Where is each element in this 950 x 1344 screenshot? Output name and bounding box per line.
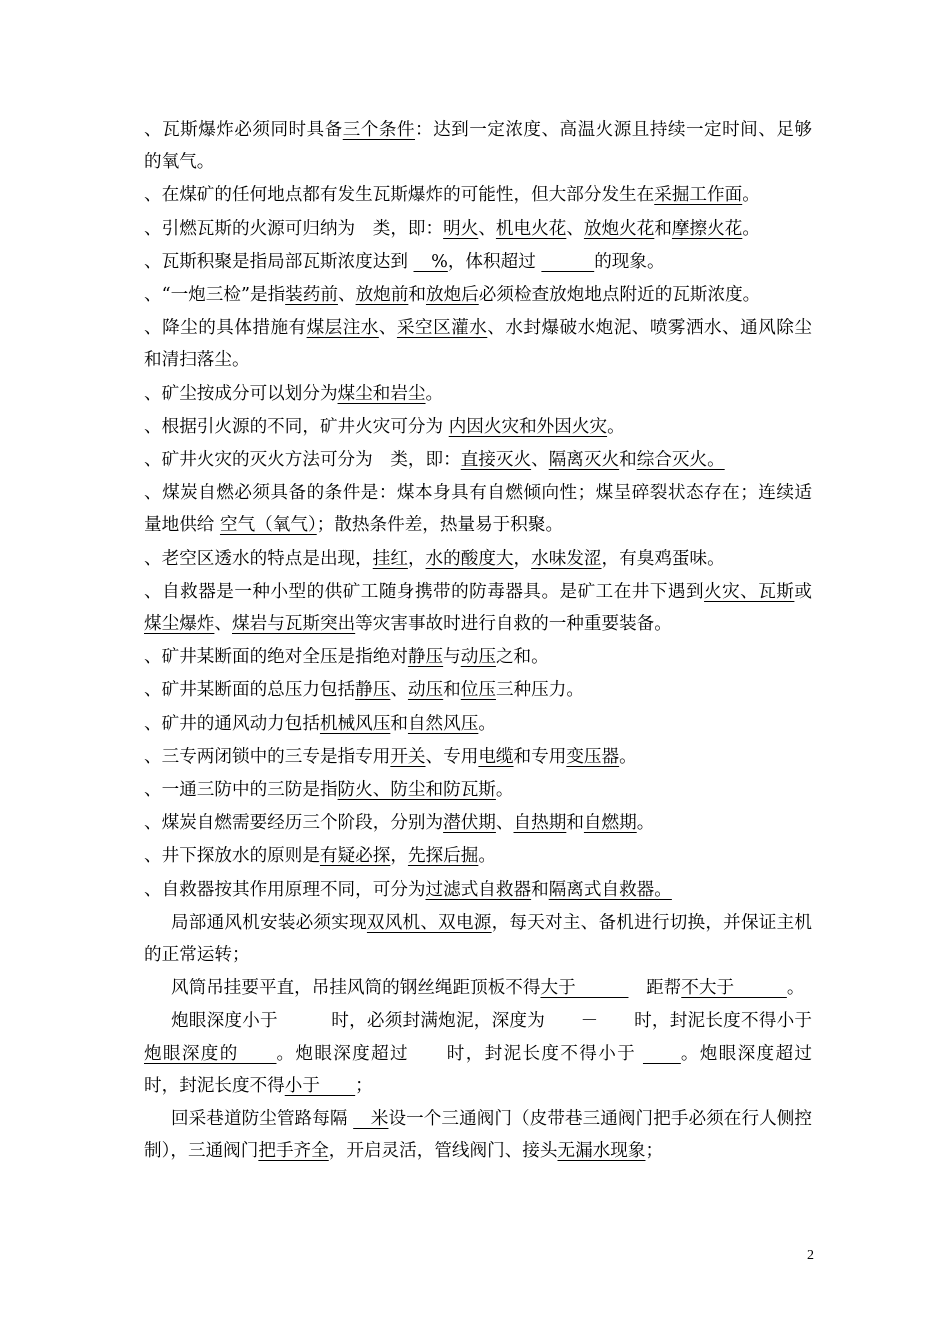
answer-blank: 变压器: [566, 746, 620, 767]
document-body: [144, 114, 865, 1169]
question-text: ；: [645, 1141, 664, 1162]
question-paragraph: [144, 378, 812, 410]
answer-blank: 动压: [407, 680, 444, 701]
question-text: 。: [478, 713, 496, 734]
answer-blank: 放炮火花: [583, 218, 655, 239]
question-text: 、矿井火灾的灭火方法可分为 类，即：: [144, 450, 461, 471]
question-text: 。: [742, 185, 760, 206]
answer-blank: 隔离灭火: [548, 450, 620, 471]
answer-blank: 内因火灾和外因火灾: [448, 416, 608, 437]
answer-blank: 水味发涩: [531, 548, 602, 569]
question-text: 、瓦斯爆炸必须同时具备: [144, 120, 343, 140]
answer-blank: 挂红: [372, 548, 408, 569]
question-text: ，: [407, 548, 426, 569]
question-text: 、自救器按其作用原理不同，可分为: [144, 879, 426, 900]
answer-blank: 装药前: [285, 285, 338, 306]
question-text: 、: [531, 450, 549, 471]
question-text: 、“一炮三检”是指: [144, 285, 286, 306]
question-text: 。: [636, 813, 655, 834]
question-text: ，: [513, 548, 532, 569]
question-text: 、: [478, 218, 496, 239]
answer-blank: 空气（氧气）: [219, 515, 317, 536]
question-paragraph: [144, 213, 812, 245]
question-text: ，开启灵活，管线阀门、接头: [328, 1141, 558, 1162]
answer-blank: 采掘工作面: [654, 185, 743, 206]
question-text: 、: [214, 614, 232, 635]
answer-blank: 小于: [284, 1075, 356, 1096]
answer-blank: 采空区灌水: [396, 318, 488, 339]
answer-blank: 大于: [540, 978, 629, 999]
answer-blank: 综合灭火。: [636, 450, 725, 471]
answer-blank: 放炮前: [355, 285, 409, 306]
question-text: ，体积超过: [447, 251, 542, 272]
question-text: 。: [495, 780, 514, 801]
answer-blank: 火灾、瓦斯: [704, 581, 795, 602]
answer-blank: 明火: [443, 218, 479, 239]
question-text: 、煤炭自燃必须具备的条件是：煤本身具有自燃倾向性；煤呈碎裂状态存在；连续适量地供给: [144, 483, 812, 536]
question-paragraph: [144, 246, 812, 278]
question-text: 。炮眼深度超过 时，封泥长度不得: [144, 1043, 865, 1096]
answer-blank: 有疑必探: [319, 846, 391, 867]
question-text: 、井下探放水的原则是: [144, 846, 320, 867]
question-text: 、矿尘按成分可以划分为: [144, 383, 338, 404]
question-text: 。: [786, 978, 805, 999]
question-paragraph: [144, 477, 812, 541]
question-text: 和: [531, 879, 549, 900]
question-text: 、瓦斯积聚是指局部瓦斯浓度达到: [144, 251, 414, 272]
answer-blank: 水的酸度大: [425, 548, 514, 569]
answer-blank: 静压: [355, 680, 391, 701]
answer-blank: 三个条件: [342, 120, 415, 140]
question-text: 。: [742, 218, 760, 239]
answer-blank: 位压: [460, 680, 496, 701]
question-text: 。炮眼深度超过 时，封泥长度不得小于: [276, 1043, 643, 1064]
answer-blank: 煤尘爆炸: [144, 614, 215, 635]
question-text: 、专用: [425, 746, 479, 767]
question-text: 。: [607, 416, 625, 437]
question-paragraph: [144, 444, 812, 476]
question-text: 、根据引火源的不同，矿井火灾可分为: [144, 416, 449, 437]
answer-blank: 自热期: [513, 813, 567, 834]
question-paragraph: [144, 1103, 812, 1167]
question-paragraph: [144, 576, 812, 640]
question-text: 三种压力。: [495, 680, 584, 701]
answer-blank: 把手齐全: [258, 1141, 329, 1162]
question-text: 风筒吊挂要平直，吊挂风筒的钢丝绳距顶板不得: [171, 978, 541, 999]
question-paragraph: [144, 641, 812, 673]
question-paragraph: [144, 874, 812, 906]
question-text: 。: [619, 746, 637, 767]
question-paragraph: [144, 807, 812, 839]
question-text: 、水封爆破水炮泥、喷雾洒水、通风除尘和清扫落尘。: [144, 318, 812, 371]
question-paragraph: [144, 1005, 865, 1102]
question-text: 和: [654, 218, 672, 239]
question-text: 、老空区透水的特点是出现，: [144, 548, 373, 569]
question-paragraph: [144, 279, 812, 311]
question-text: 和: [390, 713, 408, 734]
question-text: 、: [337, 285, 356, 306]
question-text: 必须检查放炮地点附近的瓦斯浓度。: [478, 285, 761, 306]
question-text: 、一通三防中的三防是指: [144, 780, 338, 801]
question-paragraph: [144, 114, 812, 178]
question-paragraph: [144, 543, 812, 575]
question-paragraph: [144, 907, 812, 971]
question-text: 和: [566, 813, 584, 834]
question-text: ，每天对主、备机进行切换，并保证主机的正常运转；: [144, 912, 812, 966]
question-text: 或: [794, 581, 812, 602]
question-text: 。: [425, 383, 444, 404]
question-text: 、: [495, 813, 514, 834]
question-paragraph: [144, 840, 812, 872]
question-text: 之和。: [495, 647, 549, 668]
question-text: ，: [390, 846, 408, 867]
question-paragraph: [144, 708, 812, 740]
question-text: ：达到一定浓度、高温火源且持续一定时间、足够的氧气。: [144, 120, 812, 173]
answer-blank: 煤岩与瓦斯突出: [232, 614, 356, 635]
answer-blank: 不大于: [681, 978, 787, 999]
answer-blank: [541, 252, 594, 272]
question-text: 等灾害事故时进行自救的一种重要装备。: [355, 614, 672, 635]
question-text: 距帮: [628, 978, 682, 999]
question-text: 局部通风机安装必须实现: [171, 912, 367, 933]
answer-blank: 米: [353, 1109, 389, 1130]
question-text: 、: [566, 218, 584, 239]
answer-blank: [643, 1044, 681, 1064]
question-text: 、煤炭自燃需要经历三个阶段，分别为: [144, 813, 444, 834]
answer-blank: 无漏水现象: [557, 1141, 646, 1162]
answer-blank: 先探后掘: [407, 846, 479, 867]
question-text: 回采巷道防尘管路每隔: [171, 1109, 354, 1130]
question-text: 、在煤矿的任何地点都有发生瓦斯爆炸的可能性，但大部分发生在: [144, 185, 655, 206]
question-text: 、: [378, 318, 397, 339]
answer-blank: 动压: [460, 647, 496, 668]
answer-blank: 煤尘和岩尘: [337, 383, 426, 404]
question-text: ；: [355, 1075, 373, 1096]
answer-blank: 炮眼深度的: [144, 1043, 277, 1064]
answer-blank: 放炮后: [425, 285, 479, 306]
question-text: 和: [408, 285, 426, 306]
page-number: 2: [807, 1248, 814, 1263]
answer-blank: 自燃期: [583, 813, 637, 834]
question-text: 、引燃瓦斯的火源可归纳为 类，即：: [144, 218, 444, 239]
answer-blank: 煤层注水: [306, 318, 379, 339]
answer-blank: 摩擦火花: [671, 218, 743, 239]
question-paragraph: [144, 312, 812, 376]
answer-blank: 直接灭火: [460, 450, 532, 471]
answer-blank: %: [413, 251, 448, 272]
question-paragraph: [144, 179, 812, 211]
answer-blank: 潜伏期: [443, 813, 496, 834]
question-text: 、矿井的通风动力包括: [144, 713, 320, 734]
question-text: 、: [390, 680, 408, 701]
answer-blank: 电缆: [478, 746, 514, 767]
question-text: 和: [443, 680, 461, 701]
answer-blank: 双风机、双电源: [366, 912, 492, 933]
answer-blank: 过滤式自救器: [425, 879, 532, 900]
answer-blank: 防火、防尘和防瓦斯: [337, 780, 496, 801]
question-text: 与: [443, 647, 461, 668]
question-text: 、降尘的具体措施有: [144, 318, 307, 339]
question-text: ，有臭鸡蛋味。: [601, 548, 725, 569]
question-paragraph: [144, 972, 812, 1004]
question-text: 。: [478, 846, 496, 867]
question-paragraph: [144, 741, 812, 773]
answer-blank: 隔离式自救器。: [548, 879, 672, 900]
question-paragraph: [144, 774, 812, 806]
question-text: 炮眼深度小于 时，必须封满炮泥，深度为 － 时，封泥长度不得小于: [171, 1011, 812, 1032]
answer-blank: 机械风压: [319, 713, 391, 734]
question-text: 、自救器是一种小型的供矿工随身携带的防毒器具。是矿工在井下遇到: [144, 581, 705, 602]
question-text: 、矿井某断面的绝对全压是指绝对: [144, 647, 408, 668]
question-text: 、矿井某断面的总压力包括: [144, 680, 356, 701]
question-text: 和专用: [513, 746, 567, 767]
question-text: ；散热条件差，热量易于积聚。: [316, 515, 564, 536]
question-text: 设一个三通阀门（皮带巷三通阀门把手必须在行人侧控制），三通阀门: [144, 1109, 812, 1162]
question-text: 、三专两闭锁中的三专是指专用: [144, 746, 391, 767]
question-paragraph: [144, 411, 812, 443]
answer-blank: 自然风压: [407, 713, 479, 734]
question-text: 和: [619, 450, 637, 471]
question-text: 的现象。: [594, 251, 665, 272]
answer-blank: 开关: [390, 746, 426, 767]
answer-blank: 机电火花: [495, 218, 567, 239]
answer-blank: 静压: [407, 647, 444, 668]
question-paragraph: [144, 674, 812, 706]
